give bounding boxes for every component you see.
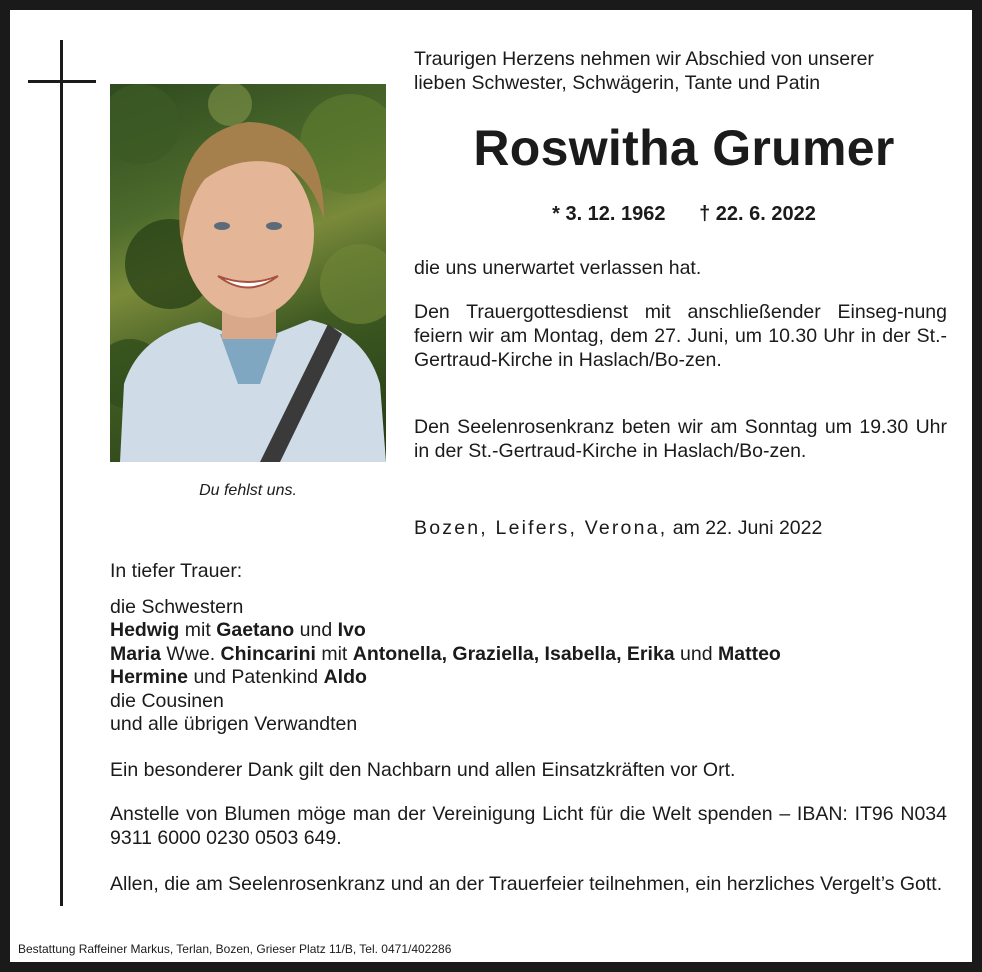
mourner-name: Matteo (718, 642, 781, 665)
cross-vertical-bar (60, 40, 63, 906)
sisters-label: die Schwestern (110, 595, 244, 618)
place-date-line (414, 516, 822, 540)
mourner-name: Aldo (323, 666, 367, 688)
funeral-home-footer: Bestattung Raffeiner Markus, Terlan, Bozen, Grieser Platz 11/B, Tel. 0471/402286 (18, 942, 452, 956)
connector: mit (179, 619, 217, 641)
life-dates (414, 201, 954, 227)
obituary-card (10, 10, 972, 962)
donation-text: Anstelle von Blumen möge man der Vereinigung Licht für die Welt spenden – IBAN: IT96 N034 9311 6000 0230 0503 649. (110, 803, 947, 849)
relatives-label: und alle übrigen Verwandten (110, 713, 358, 735)
photo-caption: Du fehlst uns. (199, 482, 297, 499)
mourners-heading: In tiefer Trauer: (110, 560, 243, 582)
death-date: † 22. 6. 2022 (699, 203, 816, 225)
birth-date: * 3. 12. 1962 (552, 203, 666, 225)
unexpected-text: die uns unerwartet verlassen hat. (414, 257, 702, 279)
connector: und Patenkind (188, 666, 324, 688)
connector: mit (315, 642, 353, 665)
spacer (110, 584, 950, 596)
place-names: Bozen, Leifers, Verona, (414, 517, 668, 539)
intro-line: lieben Schwester, Schwägerin, Tante und Patin (414, 72, 821, 94)
mourner-name: Hedwig (110, 619, 180, 641)
deceased-name: Roswitha Grumer (473, 120, 895, 176)
rosary-text: Den Seelenrosenkranz beten wir am Sonntag um 19.30 Uhr in der St.-Gertraud-Kirche in Haslach/Bo-zen. (414, 416, 947, 462)
portrait-photo (110, 84, 386, 462)
connector: und (674, 642, 719, 665)
mourner-name: Maria (110, 642, 161, 665)
place-date: am 22. Juni 2022 (672, 517, 823, 539)
mourner-name: Antonella, Graziella, Isabella, Erika (352, 642, 675, 665)
cousins-label: die Cousinen (110, 689, 224, 712)
mourner-name: Chincarini (220, 642, 316, 665)
mourner-name: Gaetano (216, 619, 295, 641)
mourners-list (110, 560, 950, 737)
service-text: Den Trauergottesdienst mit anschließender Einseg-nung feiern wir am Montag, dem 27. Juni, um 10.30 Uhr in der St.-Gertraud-Kirche in Haslach/Bo-zen. (414, 301, 947, 371)
mourner-name: Ivo (337, 619, 366, 641)
closing-text: Allen, die am Seelenrosenkranz und an der Trauerfeier teilnehmen, ein herzliches Vergelt’s Gott. (110, 873, 943, 895)
cross-horizontal-bar (28, 80, 96, 83)
connector: und (294, 619, 338, 641)
mourner-name: Hermine (110, 666, 189, 688)
thanks-text: Ein besonderer Dank gilt den Nachbarn und allen Einsatzkräften vor Ort. (110, 759, 736, 781)
intro-line: Traurigen Herzens nehmen wir Abschied von unserer (414, 48, 874, 70)
mourner-line-hermine (110, 666, 950, 690)
mourner-line-maria (110, 643, 950, 667)
intro-text (414, 47, 954, 95)
mourner-line-hedwig (110, 619, 950, 643)
connector: Wwe. (160, 642, 221, 665)
